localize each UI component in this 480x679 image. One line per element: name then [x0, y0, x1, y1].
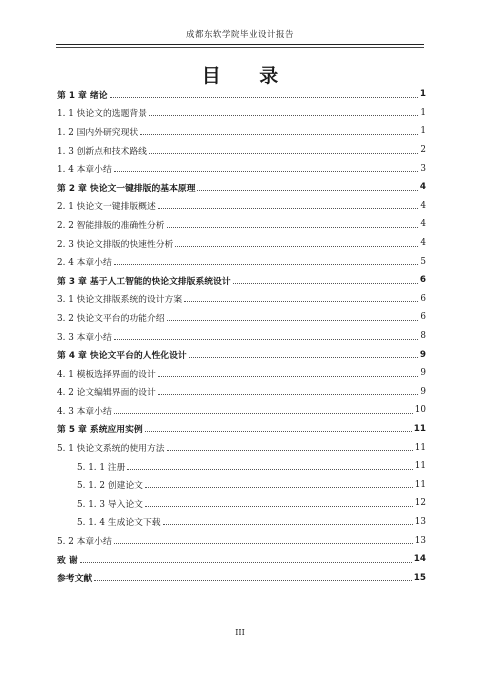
toc-entry-label: 第 3 章 基于人工智能的快论文排版系统设计 [57, 276, 231, 287]
toc-entry-label: 5. 1 快论文系统的使用方法 [57, 444, 165, 455]
toc-section-entry[interactable] [57, 197, 426, 216]
toc-section-entry[interactable] [57, 364, 426, 383]
dot-leader [140, 134, 418, 135]
toc-title: 目 录 [201, 65, 295, 87]
toc-entry-page: 4 [420, 219, 426, 230]
toc-entry-page: 2 [420, 145, 426, 156]
toc-entry-page: 3 [420, 163, 426, 174]
dot-leader [158, 208, 418, 209]
toc-subsection-entry[interactable] [57, 494, 426, 513]
toc-section-entry[interactable] [57, 401, 426, 420]
toc-section-entry[interactable] [57, 159, 426, 178]
dot-leader [127, 469, 412, 470]
header-rule-thin [56, 47, 424, 48]
dot-leader [114, 171, 418, 172]
toc-entry-label: 4. 3 本章小结 [57, 406, 112, 417]
toc-entry-page: 4 [419, 182, 426, 193]
toc-section-entry[interactable] [57, 383, 426, 402]
toc-entry-page: 1 [420, 126, 426, 137]
dot-leader [175, 246, 418, 247]
toc-entry-page: 4 [420, 200, 426, 211]
toc-section-entry[interactable] [57, 327, 426, 346]
toc-entry-page: 11 [414, 442, 426, 453]
dot-leader [114, 339, 418, 340]
dot-leader [233, 283, 418, 284]
toc-chapter-entry[interactable] [57, 345, 426, 364]
toc-section-entry[interactable] [57, 234, 426, 253]
toc-entry-label: 5. 1. 1 注册 [77, 462, 126, 473]
toc-entry-page: 15 [413, 572, 426, 583]
toc-section-entry[interactable] [57, 308, 426, 327]
toc-chapter-entry[interactable] [57, 85, 426, 104]
toc-entry-label: 第 5 章 系统应用实例 [57, 425, 143, 436]
dot-leader [145, 506, 413, 507]
dot-leader [189, 357, 418, 358]
toc-entry-page: 10 [414, 405, 426, 416]
toc-entry-page: 13 [414, 516, 426, 527]
toc-entry-page: 6 [420, 293, 426, 304]
toc-section-entry[interactable] [57, 290, 426, 309]
dot-leader [114, 413, 413, 414]
page-number: III [235, 628, 245, 637]
toc-entry-page: 11 [414, 479, 426, 490]
toc-entry-label: 第 1 章 绪论 [57, 90, 108, 101]
dot-leader [114, 264, 418, 265]
toc-entry-label: 1. 4 本章小结 [57, 165, 112, 176]
toc-entry-label: 参考文献 [57, 574, 93, 585]
dot-leader [167, 320, 418, 321]
toc-entry-label: 第 2 章 快论文一键排版的基本原理 [57, 183, 196, 194]
toc-entry-label: 3. 3 本章小结 [57, 332, 112, 343]
toc-entry-page: 9 [420, 386, 426, 397]
toc-entry-label: 2. 1 快论文一键排版概述 [57, 202, 156, 213]
dot-leader [158, 376, 418, 377]
table-of-contents [57, 85, 426, 587]
toc-entry-page: 9 [420, 368, 426, 379]
dot-leader [167, 227, 418, 228]
toc-chapter-entry[interactable] [57, 550, 426, 569]
toc-entry-label: 4. 2 论文编辑界面的设计 [57, 388, 156, 399]
toc-entry-page: 5 [420, 256, 426, 267]
toc-entry-label: 5. 1. 4 生成论文下载 [77, 518, 161, 529]
toc-entry-page: 6 [419, 275, 426, 286]
toc-section-entry[interactable] [57, 252, 426, 271]
dot-leader [145, 487, 413, 488]
toc-entry-label: 第 4 章 快论文平台的人性化设计 [57, 351, 187, 362]
toc-entry-page: 13 [414, 535, 426, 546]
toc-entry-page: 1 [420, 107, 426, 118]
toc-entry-label: 2. 2 智能排版的准确性分析 [57, 220, 165, 231]
toc-entry-page: 6 [420, 312, 426, 323]
dot-leader [158, 394, 418, 395]
running-header: 成都东软学院毕业设计报告 [185, 30, 294, 40]
toc-entry-label: 2. 4 本章小结 [57, 258, 112, 269]
dot-leader [167, 450, 413, 451]
toc-chapter-entry[interactable] [57, 568, 426, 587]
toc-entry-label: 2. 3 快论文排版的快速性分析 [57, 239, 174, 250]
toc-entry-page: 11 [414, 461, 426, 472]
toc-entry-label: 3. 2 快论文平台的功能介绍 [57, 313, 165, 324]
toc-entry-page: 11 [413, 423, 426, 434]
dot-leader [145, 431, 412, 432]
toc-section-entry[interactable] [57, 141, 426, 160]
toc-entry-label: 1. 3 创新点和技术路线 [57, 146, 147, 157]
toc-entry-page: 4 [420, 238, 426, 249]
toc-section-entry[interactable] [57, 104, 426, 123]
toc-chapter-entry[interactable] [57, 178, 426, 197]
dot-leader [80, 562, 412, 563]
toc-section-entry[interactable] [57, 215, 426, 234]
toc-entry-label: 1. 1 快论文的选题背景 [57, 109, 147, 120]
toc-entry-label: 5. 1. 3 导入论文 [77, 499, 143, 510]
toc-entry-label: 5. 1. 2 创建论文 [77, 481, 143, 492]
toc-entry-page: 14 [413, 554, 426, 565]
toc-subsection-entry[interactable] [57, 513, 426, 532]
toc-entry-label: 3. 1 快论文排版系统的设计方案 [57, 295, 183, 306]
header-rule-thick [56, 44, 424, 45]
dot-leader [197, 190, 417, 191]
toc-entry-label: 5. 2 本章小结 [57, 537, 112, 548]
toc-entry-page: 8 [420, 331, 426, 342]
dot-leader [149, 153, 418, 154]
toc-entry-label: 1. 2 国内外研究现状 [57, 127, 139, 138]
dot-leader [149, 115, 418, 116]
toc-entry-page: 9 [419, 349, 426, 360]
dot-leader [114, 543, 413, 544]
toc-chapter-entry[interactable] [57, 271, 426, 290]
toc-section-entry[interactable] [57, 438, 426, 457]
toc-entry-label: 致 谢 [57, 555, 78, 566]
dot-leader [163, 524, 413, 525]
toc-subsection-entry[interactable] [57, 475, 426, 494]
toc-entry-page: 1 [419, 89, 426, 100]
toc-entry-page: 12 [414, 498, 426, 509]
toc-subsection-entry[interactable] [57, 457, 426, 476]
dot-leader [184, 301, 418, 302]
toc-chapter-entry[interactable] [57, 420, 426, 439]
dot-leader [94, 580, 412, 581]
toc-section-entry[interactable] [57, 122, 426, 141]
toc-section-entry[interactable] [57, 531, 426, 550]
toc-entry-label: 4. 1 模板选择界面的设计 [57, 369, 156, 380]
dot-leader [110, 97, 418, 98]
